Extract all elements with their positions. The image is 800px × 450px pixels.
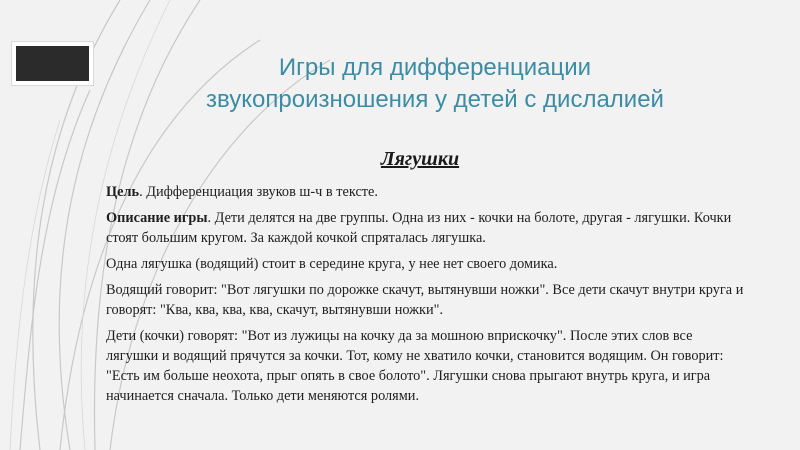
description-label: Описание игры [106,210,208,226]
slide-title [180,52,690,116]
slide-title-line-2: звукопроизношения у детей с дислалией [206,86,664,113]
body-paragraph-5: Дети (кочки) говорят: "Вот из лужицы на кочку да за мошною вприскочку". После этих слов все лягушки и водящий прячутся за кочки. Тот, кому не хватило кочки, становится водящим. Он говорит: "Есть им больше неохота, прыг опять в свое болото". Лягушки снова прыгают внутрь круга, и игра начинается сначала. Только дети меняются ролями. [106,328,724,404]
description-text: . Дети делятся на две группы. Одна из них - кочки на болоте, другая - лягушки. Кочки стоят большим кругом. За каждой кочкой спряталась лягушка. [106,210,732,246]
goal-paragraph [106,182,746,202]
body-paragraph-3: Одна лягушка (водящий) стоит в середине круга, у нее нет своего домика. [106,256,558,272]
game-name-heading: Лягушки [380,148,460,170]
body-paragraph-4: Водящий говорит: "Вот лягушки по дорожке скачут, вытянувши ножки". Все дети скачут внутри круга и говорят: "Ква, ква, ква, ква, скачут, вытянувши ножки". [106,282,744,318]
deco-curve [20,90,90,450]
accent-square [12,42,93,85]
slide-body [106,182,746,412]
slide-title-line-1: Игры для дифференциации [278,54,592,81]
goal-text: . Дифференциация звуков ш-ч в тексте. [139,184,378,200]
goal-label: Цель [106,184,140,200]
description-paragraph [106,208,746,248]
